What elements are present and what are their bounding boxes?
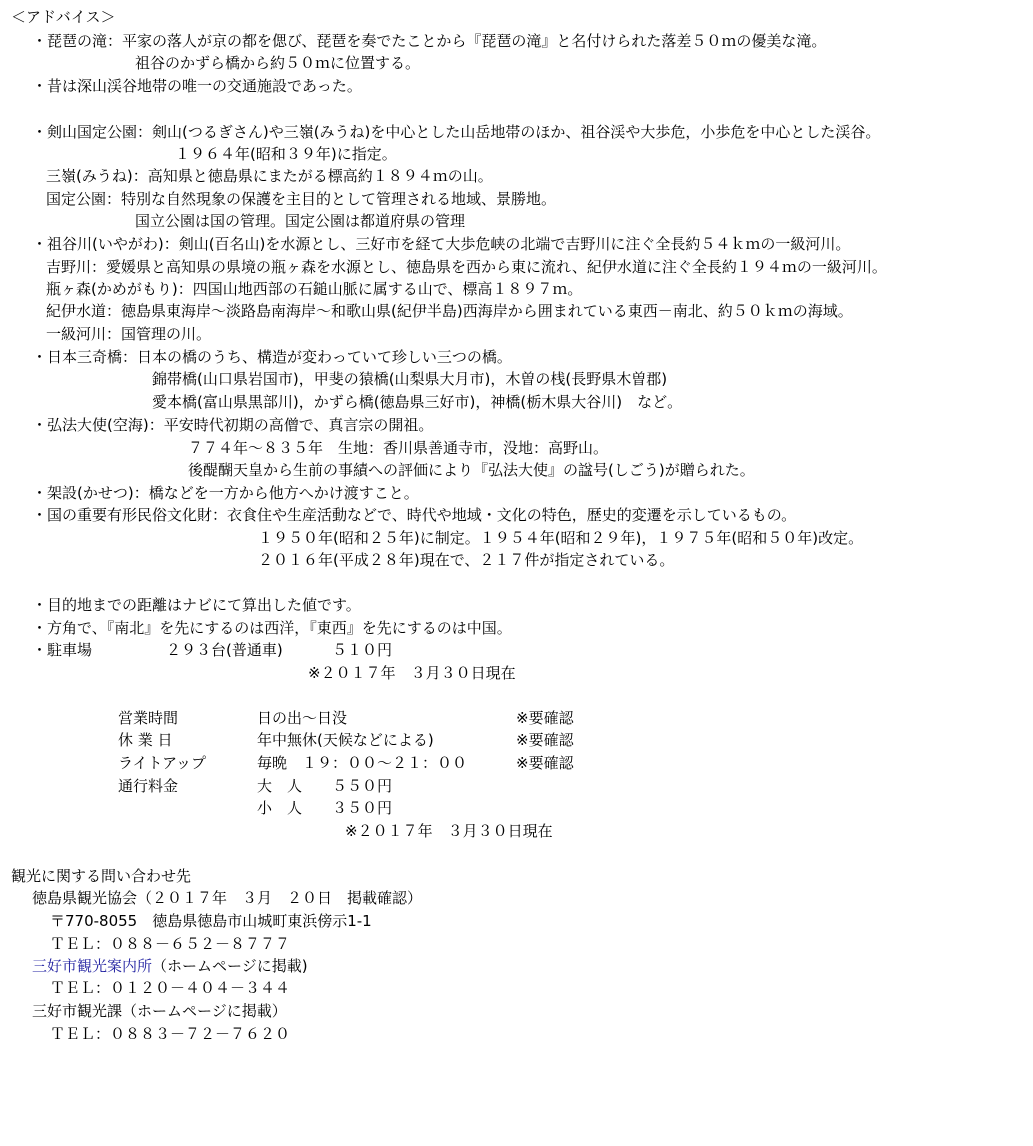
kii-channel-note: 紀伊水道：徳島県東海岸～淡路島南海岸～和歌山県(紀伊半島)西海岸から囲まれている東西－南北、約５０ｋｍの海域。 bbox=[46, 302, 853, 320]
miyoshi-info-center-suffix: （ホームページに掲載) bbox=[152, 957, 308, 975]
tsurugi-park-description: ・剣山国定公園：剣山(つるぎさん)や三嶺(みうね)を中心とした山岳地帯のほか、祖谷渓や大歩危，小歩危を中心とした渓谷。 bbox=[32, 123, 881, 141]
parking-fee: ５１０円 bbox=[332, 641, 393, 659]
tsurugi-park-designation: １９６４年(昭和３９年)に指定。 bbox=[175, 145, 397, 163]
strange-bridges-list-1: 錦帯橋(山口県岩国市)，甲斐の猿橋(山梨県大月市)，木曽の桟(長野県木曽郡) bbox=[152, 370, 668, 388]
miyoshi-info-center-tel: ＴＥＬ：０１２０－４０４－３４４ bbox=[50, 979, 291, 997]
miyoshi-tourism-section-tel: ＴＥＬ：０８８３－７２－７６２０ bbox=[50, 1025, 291, 1043]
direction-note: ・方角で、『南北』を先にするのは西洋，『東西』を先にするのは中国。 bbox=[32, 619, 512, 637]
cultural-property-history: １９５０年(昭和２５年)に制定。１９５４年(昭和２９年)，１９７５年(昭和５０年)改定。 bbox=[258, 529, 864, 547]
parking-label: ・駐車場 bbox=[32, 641, 93, 659]
info-row-value: 年中無休(天候などによる) bbox=[257, 731, 434, 749]
kobo-daishi-dates: ７７４年～８３５年 生地：香川県善通寺市，没地：高野山。 bbox=[188, 439, 609, 457]
kasetsu-note: ・架設(かせつ)：橋などを一方から他方へかけ渡すこと。 bbox=[32, 484, 419, 502]
biwa-falls-description: ・琵琶の滝：平家の落人が京の都を偲び、琵琶を奏でたことから『琵琶の滝』と名付けられた落差５０ｍの優美な滝。 bbox=[32, 32, 827, 50]
yoshino-river-note: 吉野川：愛媛県と高知県の県境の瓶ヶ森を水源とし、徳島県を西から東に流れ、紀伊水道に注ぐ全長約１９４ｍの一級河川。 bbox=[46, 258, 887, 276]
class-a-river-note: 一級河川：国管理の川。 bbox=[46, 325, 212, 343]
info-row-value: 大 人 ５５０円 bbox=[257, 777, 393, 795]
tokushima-association-name: 徳島県観光協会（２０１７年 ３月 ２０日 掲載確認） bbox=[32, 889, 423, 907]
info-row-value: 日の出～日没 bbox=[257, 709, 348, 727]
kamegamori-note: 瓶ヶ森(かめがもり)：四国山地西部の石鎚山脈に属する山で、標高１８９７ｍ。 bbox=[46, 280, 583, 298]
biwa-falls-location: 祖谷のかずら橋から約５０ｍに位置する。 bbox=[135, 54, 421, 72]
miyoshi-tourism-section: 三好市観光課（ホームページに掲載） bbox=[32, 1002, 287, 1020]
cultural-property-count: ２０１６年(平成２８年)現在で、２１７件が指定されている。 bbox=[258, 551, 675, 569]
national-park-note: 国立公園は国の管理。国定公園は都道府県の管理 bbox=[135, 212, 466, 230]
info-row-label: 営業時間 bbox=[118, 709, 179, 727]
info-asof: ※２０１７年 ３月３０日現在 bbox=[345, 822, 553, 840]
kobo-daishi-note: ・弘法大使(空海)：平安時代初期の高僧で、真言宗の開祖。 bbox=[32, 416, 434, 434]
advice-heading: ＜アドバイス＞ bbox=[11, 8, 116, 26]
iya-river-note: ・祖谷川(いやがわ)：剣山(百名山)を水源とし、三好市を経て大歩危峡の北端で吉野川に注ぐ全長約５４ｋｍの一級河川。 bbox=[32, 235, 851, 253]
info-row-label: 通行料金 bbox=[118, 777, 179, 795]
info-row-note: ※要確認 bbox=[516, 731, 574, 749]
info-row-value: 小 人 ３５０円 bbox=[257, 799, 393, 817]
three-strange-bridges-note: ・日本三奇橋：日本の橋のうち、構造が変わっていて珍しい三つの橋。 bbox=[32, 348, 512, 366]
miune-note: 三嶺(みうね)：高知県と徳島県にまたがる標高約１８９４ｍの山。 bbox=[46, 167, 493, 185]
strange-bridges-list-2: 愛本橋(富山県黒部川)，かずら橋(徳島県三好市)，神橋(栃木県大谷川) など。 bbox=[152, 393, 683, 411]
cultural-property-note: ・国の重要有形民俗文化財：衣食住や生産活動などで、時代や地域・文化の特色，歴史的変遷を示しているもの。 bbox=[32, 506, 797, 524]
miyoshi-info-center bbox=[32, 955, 308, 977]
distance-note: ・目的地までの距離はナビにて算出した値です。 bbox=[32, 596, 361, 614]
transport-note: ・昔は深山渓谷地帯の唯一の交通施設であった。 bbox=[32, 77, 362, 95]
parking-asof: ※２０１７年 ３月３０日現在 bbox=[308, 664, 516, 682]
parking-count: ２９３台(普通車) bbox=[166, 641, 283, 659]
info-row-label: ライトアップ bbox=[118, 754, 207, 772]
miyoshi-info-center-link[interactable]: 三好市観光案内所 bbox=[32, 957, 153, 975]
info-row-value: 毎晩 １９：００～２１：００ bbox=[257, 754, 468, 772]
kobo-daishi-title: 後醍醐天皇から生前の事績への評価により『弘法大使』の諡号(しごう)が贈られた。 bbox=[188, 461, 755, 479]
info-row-label: 休 業 日 bbox=[118, 731, 173, 749]
quasi-national-park-note: 国定公園：特別な自然現象の保護を主目的として管理される地域、景勝地。 bbox=[46, 190, 557, 208]
tokushima-association-address: 〒770-8055 徳島県徳島市山城町東浜傍示1-1 bbox=[50, 912, 372, 930]
contact-heading: 観光に関する問い合わせ先 bbox=[11, 867, 192, 885]
tokushima-association-tel: ＴＥＬ：０８８－６５２－８７７７ bbox=[50, 935, 291, 953]
info-row-note: ※要確認 bbox=[516, 709, 574, 727]
info-row-note: ※要確認 bbox=[516, 754, 574, 772]
